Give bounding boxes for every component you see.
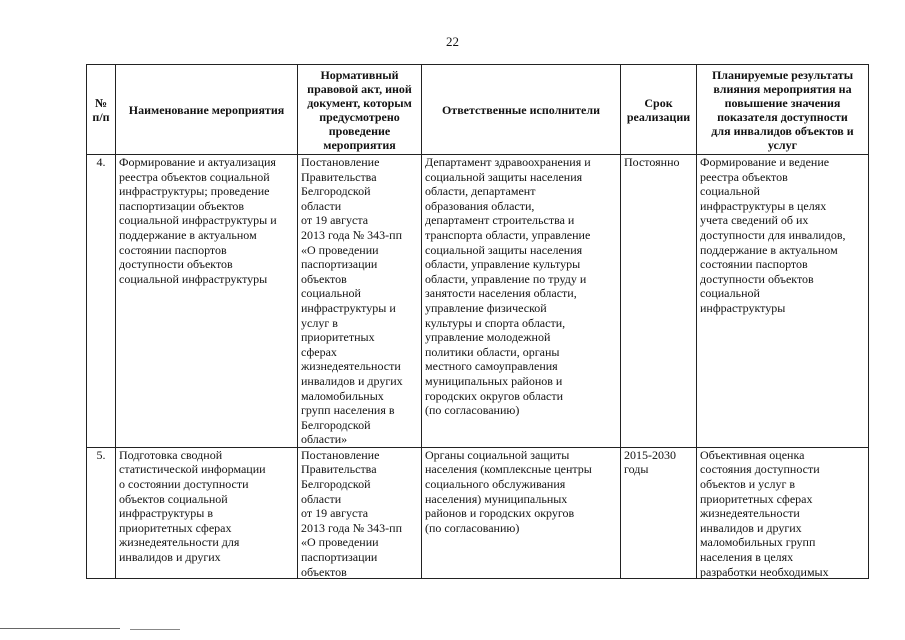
header-executors: Ответственные исполнители — [422, 65, 621, 155]
header-planned-results: Планируемые результаты влияния мероприятия на повышение значения показателя доступности для инвалидов объектов и услуг — [697, 65, 869, 155]
header-measure-name: Наименование мероприятия — [116, 65, 298, 155]
measure-name: Подготовка сводной статистической информации о состоянии доступности объектов социальной инфраструктуры в приоритетных сферах жизнедеятельности для инвалидов и других — [119, 447, 266, 565]
executors: Органы социальной защиты населения (комплексные центры социального обслуживания населения) муниципальных районов и городских округов (по согласованию) — [425, 447, 592, 535]
header-term: Срок реализации — [621, 65, 697, 155]
scan-edge-line — [0, 628, 120, 629]
table-row — [87, 155, 869, 448]
planned-results: Формирование и ведение реестра объектов социальной инфраструктуры в целях учета сведений об их доступности для инвалидов, поддержание в актуальном состоянии паспортов доступности объектов социальной инфраструктуры — [697, 155, 869, 448]
legal-act: Постановление Правительства Белгородской области от 19 августа 2013 года № 343-пп «О проведении паспортизации объектов — [301, 447, 402, 578]
row-number: 5. — [96, 447, 106, 462]
planned-results: Объективная оценка состояния доступности объектов и услуг в приоритетных сферах жизнедеятельности инвалидов и других маломобильных групп населения в целях разработки необходимых — [700, 447, 829, 578]
row-number: 4. — [87, 155, 116, 448]
table-header-row — [87, 65, 869, 155]
legal-act: Постановление Правительства Белгородской области от 19 августа 2013 года № 343-пп «О проведении паспортизации объектов социальной инфраструктуры и услуг в приоритетных сферах жизнедеятельности инвалидов и других маломобильных групп населения в Белгородской области» — [298, 155, 422, 448]
header-legal-act: Нормативный правовой акт, иной документ, которым предусмотрено проведение мероприятия — [298, 65, 422, 155]
executors: Департамент здравоохранения и социальной защиты населения области, департамент образования области, департамент строительства и транспорта области, управление социальной защиты населения области, управление культуры области, управление по труду и занятости населения области, управление физической культуры и спорта области, управление молодежной политики области, органы местного самоуправления муниципальных районов и городских округов области (по согласованию) — [422, 155, 621, 448]
scan-edge-line — [130, 629, 180, 630]
header-number: № п/п — [87, 65, 116, 155]
page-number: 22 — [446, 34, 459, 49]
term: 2015-2030 годы — [624, 447, 676, 477]
measures-table — [86, 64, 869, 579]
table-row — [87, 447, 869, 578]
term: Постоянно — [621, 155, 697, 448]
measure-name: Формирование и актуализация реестра объектов социальной инфраструктуры; проведение паспортизации объектов социальной инфраструктуры и поддержание в актуальном состоянии паспортов доступности объектов социальной инфраструктуры — [116, 155, 298, 448]
